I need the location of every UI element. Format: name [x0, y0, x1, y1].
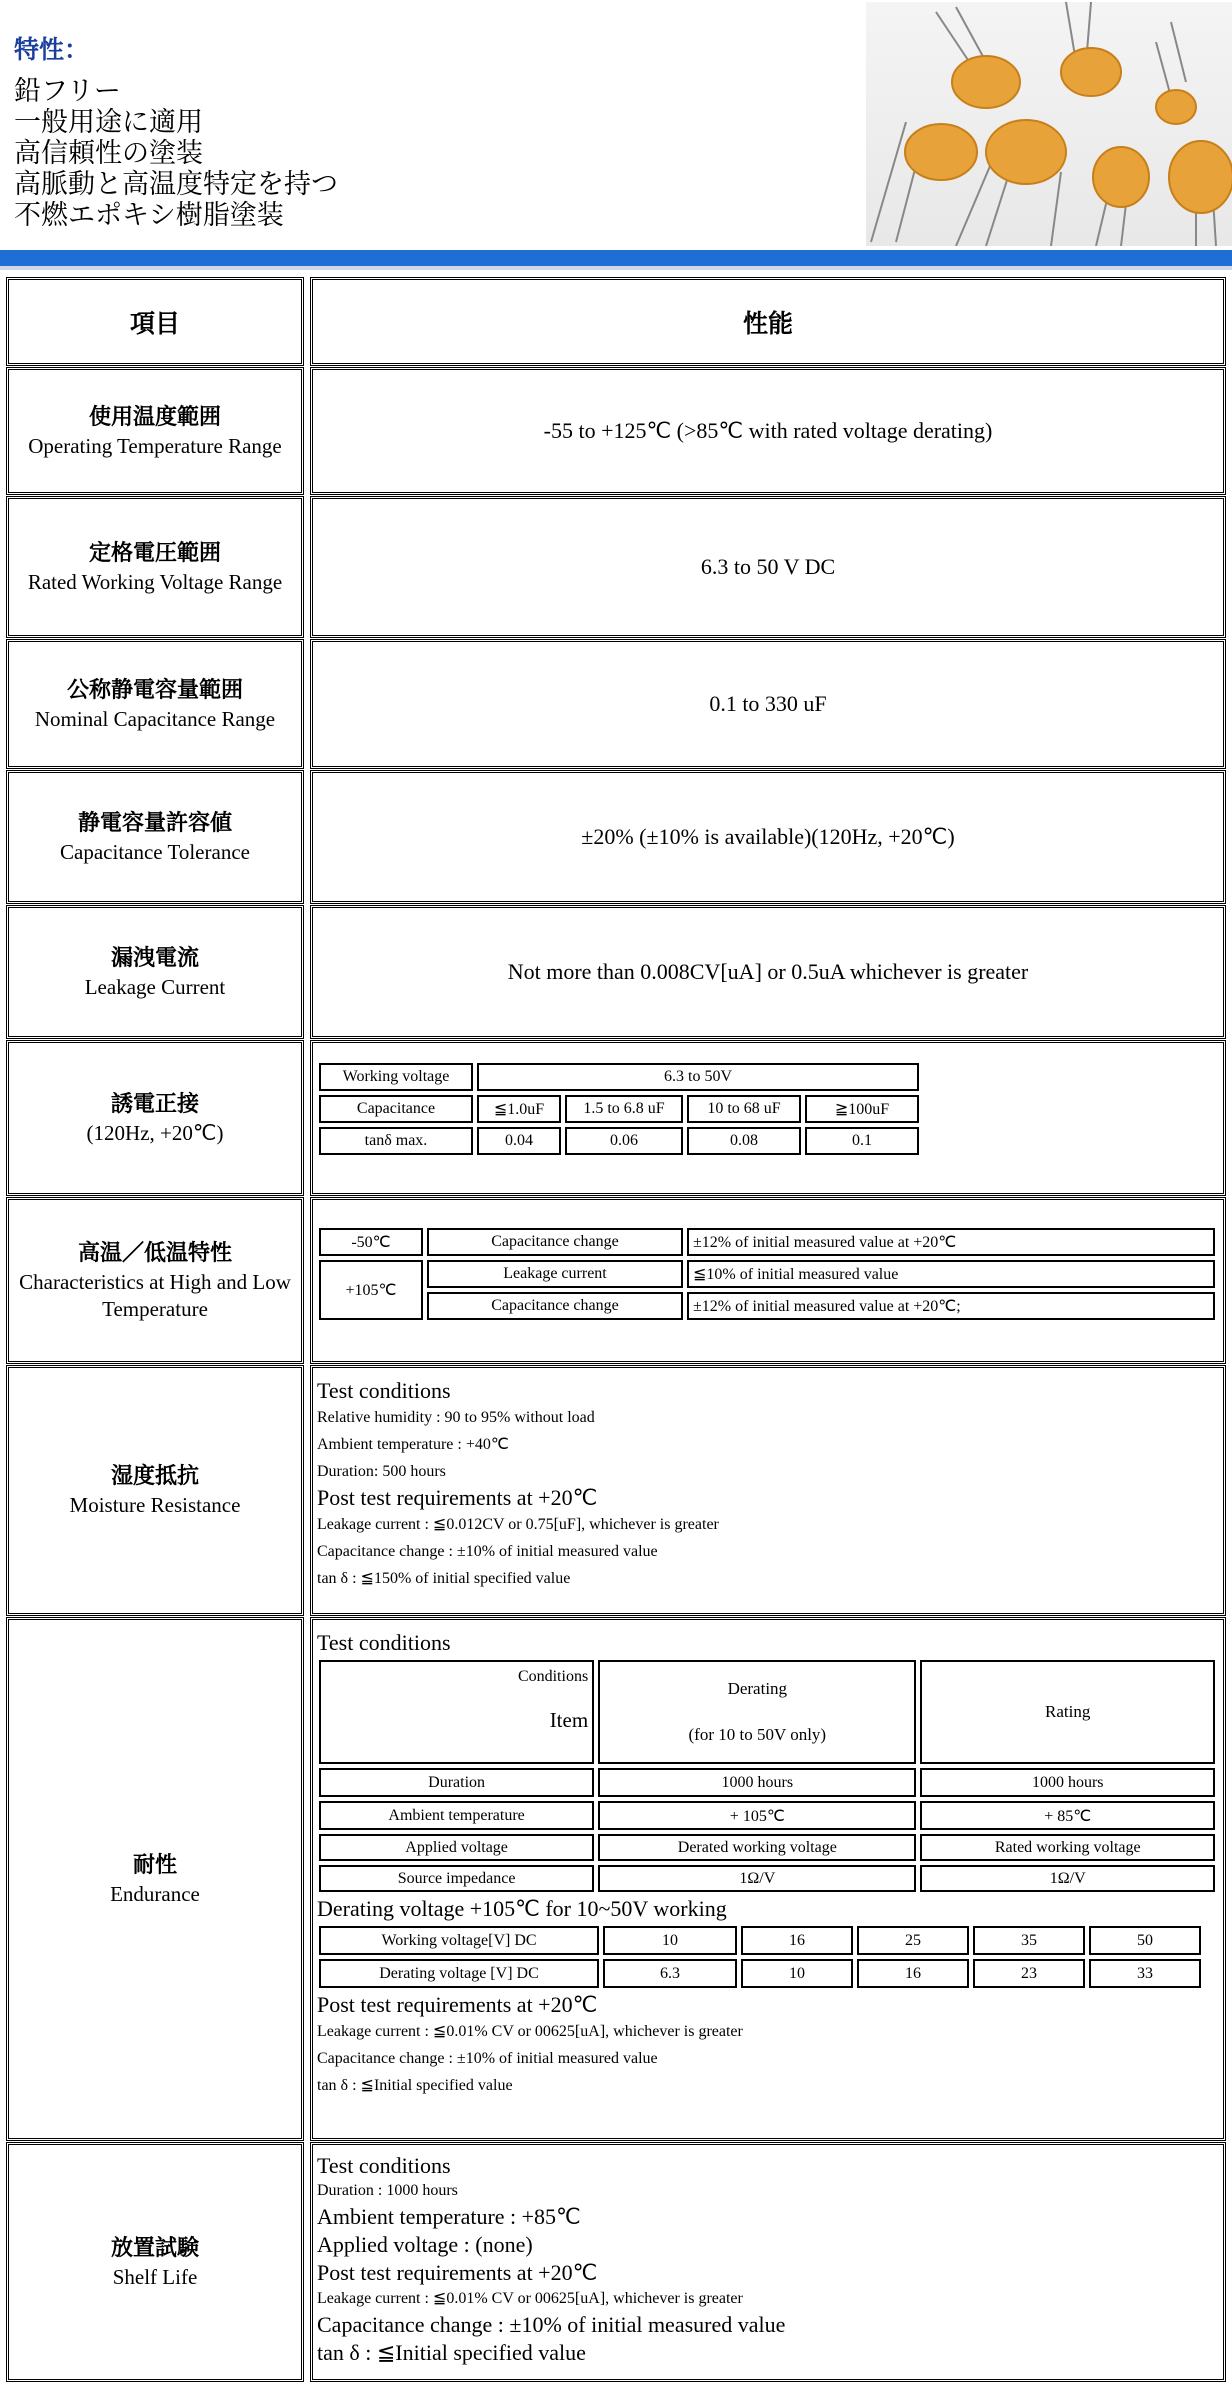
tolerance-jp: 静電容量許容値 — [77, 810, 232, 836]
endurance-jp: 耐性 — [132, 1852, 177, 1878]
derating-voltage-table — [315, 1922, 1205, 1992]
condition-line: Relative humidity : 90 to 95% without load — [317, 1409, 595, 1426]
rated-v-jp: 定格電圧範囲 — [88, 540, 221, 566]
table-row — [6, 770, 1226, 904]
condition-line: Duration : 1000 hours — [317, 2182, 458, 2199]
cap-range-value: 0.1 to 330 uF — [709, 691, 827, 716]
op-temp-jp: 使用温度範囲 — [88, 404, 221, 430]
cap-range-jp: 公称静電容量範囲 — [66, 677, 243, 703]
test-conditions-heading: Test conditions — [317, 1378, 451, 1403]
feature-list — [14, 76, 338, 231]
leakage-value: Not more than 0.008CV[uA] or 0.5uA whichever is greater — [507, 959, 1029, 984]
hilo-jp: 高温／低温特性 — [77, 1240, 232, 1266]
cap-range-value-cell — [310, 639, 1226, 769]
performance-header: 性能 — [742, 308, 793, 338]
requirement-line: Leakage current : ≦0.01% CV or 00625[uA], whichever is greater — [317, 2290, 743, 2307]
requirement-line: tan δ : ≦Initial specified value — [317, 2340, 586, 2365]
dv-cell: 16 — [857, 1959, 969, 1988]
derating-value: Derated working voltage — [598, 1834, 916, 1861]
param-value: ±12% of initial measured value at +20℃ — [687, 1228, 1215, 1256]
conditions-label: Conditions — [517, 1668, 589, 1685]
item-header-cell — [6, 277, 304, 366]
rated-v-en: Rated Working Voltage Range — [27, 569, 283, 594]
wv-label: Working voltage — [319, 1063, 473, 1091]
table-row — [6, 1617, 1226, 2141]
item-label: Item — [549, 1708, 589, 1732]
shelf-value-cell — [310, 2142, 1226, 2382]
tan-cell: 0.04 — [477, 1127, 561, 1155]
endurance-conditions-table — [315, 1656, 1219, 1896]
dv-row-label: Derating voltage [V] DC — [319, 1959, 599, 1988]
features-title: 特性： — [14, 35, 90, 64]
condition-line: Duration: 500 hours — [317, 1463, 446, 1480]
feature-item: 鉛フリー — [14, 76, 121, 107]
capacitor-photo — [866, 2, 1232, 246]
leakage-jp: 漏洩電流 — [110, 945, 199, 971]
derating-note: (for 10 to 50V only) — [688, 1725, 827, 1744]
header-divider-shadow — [0, 266, 1232, 270]
cap-range-label-cell — [6, 639, 304, 769]
conditions-item-corner — [319, 1660, 594, 1764]
leakage-value-cell — [310, 905, 1226, 1039]
endurance-row-label: Source impedance — [319, 1865, 594, 1892]
dielectric-jp: 誘電正接 — [110, 1091, 199, 1117]
hilo-en: Characteristics at High and Low Temperature — [19, 1269, 291, 1321]
rating-value: + 85℃ — [920, 1801, 1215, 1830]
rating-value: 1000 hours — [920, 1768, 1215, 1797]
shelf-label-cell — [6, 2142, 304, 2382]
leakage-label-cell — [6, 905, 304, 1039]
op-temp-en: Operating Temperature Range — [28, 433, 282, 458]
wv-cell: 25 — [857, 1926, 969, 1955]
shelf-en: Shelf Life — [112, 2264, 198, 2289]
rating-value: 1Ω/V — [920, 1865, 1215, 1892]
moisture-label-cell — [6, 1365, 304, 1616]
feature-item: 不燃エポキシ樹脂塗装 — [14, 200, 284, 231]
feature-item: 高信頼性の塗装 — [14, 138, 203, 169]
dielectric-label-cell — [6, 1040, 304, 1196]
table-row — [6, 639, 1226, 769]
post-test-heading: Post test requirements at +20℃ — [317, 1992, 598, 2017]
wv-row-label: Working voltage[V] DC — [319, 1926, 599, 1955]
table-row — [6, 496, 1226, 638]
test-conditions-heading: Test conditions — [317, 1630, 451, 1655]
table-row — [6, 1040, 1226, 1196]
requirement-line: Capacitance change : ±10% of initial measured value — [317, 2312, 786, 2337]
requirement-line: tan δ : ≦150% of initial specified value — [317, 1570, 571, 1587]
dv-cell: 33 — [1089, 1959, 1201, 1988]
endurance-row-label: Duration — [319, 1768, 594, 1797]
dv-cell: 23 — [973, 1959, 1085, 1988]
moisture-value-cell — [310, 1365, 1226, 1616]
cap-cell: 1.5 to 6.8 uF — [565, 1095, 683, 1123]
endurance-value-cell — [310, 1617, 1226, 2141]
shelf-jp: 放置試験 — [110, 2235, 199, 2261]
rated-v-label-cell — [6, 496, 304, 638]
temp-cell: -50℃ — [319, 1228, 423, 1256]
cap-label: Capacitance — [319, 1095, 473, 1123]
rating-value: Rated working voltage — [920, 1834, 1215, 1861]
op-temp-value-cell — [310, 367, 1226, 495]
derating-value: + 105℃ — [598, 1801, 916, 1830]
wv-cell: 50 — [1089, 1926, 1201, 1955]
table-row — [6, 367, 1226, 495]
requirement-line: Capacitance change : ±10% of initial measured value — [317, 2050, 658, 2067]
param-value: ±12% of initial measured value at +20℃; — [687, 1292, 1215, 1320]
feature-item: 高脈動と高温度特定を持つ — [14, 169, 338, 200]
tolerance-label-cell — [6, 770, 304, 904]
wv-cell: 35 — [973, 1926, 1085, 1955]
rated-v-value: 6.3 to 50 V DC — [700, 554, 836, 579]
rated-v-value-cell — [310, 496, 1226, 638]
condition-line: Ambient temperature : +85℃ — [317, 2204, 581, 2229]
dv-cell: 6.3 — [603, 1959, 737, 1988]
derating-value: 1Ω/V — [598, 1865, 916, 1892]
feature-item: 一般用途に適用 — [14, 107, 203, 138]
hilo-label-cell — [6, 1197, 304, 1364]
requirement-line: Leakage current : ≦0.012CV or 0.75[uF], whichever is greater — [317, 1516, 719, 1533]
requirement-line: tan δ : ≦Initial specified value — [317, 2077, 513, 2094]
tolerance-en: Capacitance Tolerance — [60, 839, 250, 864]
condition-line: Ambient temperature : +40℃ — [317, 1436, 509, 1453]
op-temp-label-cell — [6, 367, 304, 495]
dv-cell: 10 — [741, 1959, 853, 1988]
header-banner — [0, 0, 1232, 250]
derating-header — [598, 1660, 916, 1764]
rating-header: Rating — [920, 1660, 1215, 1764]
tan-label: tanδ max. — [319, 1127, 473, 1155]
dielectric-value-cell — [310, 1040, 1226, 1196]
tan-cell: 0.1 — [805, 1127, 919, 1155]
wv-cell: 10 — [603, 1926, 737, 1955]
post-test-heading: Post test requirements at +20℃ — [317, 2260, 598, 2285]
tolerance-value-cell — [310, 770, 1226, 904]
cap-range-en: Nominal Capacitance Range — [34, 706, 276, 731]
cap-cell: ≦1.0uF — [477, 1095, 561, 1123]
leakage-en: Leakage Current — [84, 974, 226, 999]
item-header: 項目 — [129, 308, 180, 338]
performance-header-cell — [310, 277, 1226, 366]
table-header-row — [6, 277, 1226, 366]
table-row — [6, 1365, 1226, 1616]
requirement-line: Leakage current : ≦0.01% CV or 00625[uA], whichever is greater — [317, 2023, 743, 2040]
tan-cell: 0.08 — [687, 1127, 801, 1155]
post-test-heading: Post test requirements at +20℃ — [317, 1485, 598, 1510]
param-value: ≦10% of initial measured value — [687, 1260, 1215, 1288]
wv-value: 6.3 to 50V — [477, 1063, 919, 1091]
table-row — [6, 2142, 1226, 2382]
condition-line: Applied voltage : (none) — [317, 2232, 533, 2257]
derating-value: 1000 hours — [598, 1768, 916, 1797]
tan-cell: 0.06 — [565, 1127, 683, 1155]
derating-voltage-heading: Derating voltage +105℃ for 10~50V working — [317, 1896, 727, 1921]
cap-cell: 10 to 68 uF — [687, 1095, 801, 1123]
param-label: Capacitance change — [427, 1292, 683, 1320]
moisture-en: Moisture Resistance — [69, 1493, 241, 1517]
op-temp-value: -55 to +125℃ (>85℃ with rated voltage derating) — [543, 418, 993, 443]
endurance-row-label: Applied voltage — [319, 1834, 594, 1861]
endurance-en: Endurance — [110, 1881, 200, 1906]
test-conditions-heading: Test conditions — [317, 2153, 451, 2178]
cap-cell: ≧100uF — [805, 1095, 919, 1123]
endurance-label-cell — [6, 1617, 304, 2141]
temp-cell: +105℃ — [319, 1260, 423, 1320]
tolerance-value: ±20% (±10% is available)(120Hz, +20℃) — [581, 824, 955, 849]
wv-cell: 16 — [741, 1926, 853, 1955]
table-row — [6, 1197, 1226, 1364]
header-divider-bar — [0, 250, 1232, 266]
dielectric-en: (120Hz, +20℃) — [86, 1120, 224, 1145]
table-row — [6, 905, 1226, 1039]
dissipation-table — [315, 1059, 923, 1159]
param-label: Leakage current — [427, 1260, 683, 1288]
hilo-value-cell — [310, 1197, 1226, 1364]
requirement-line: Capacitance change : ±10% of initial measured value — [317, 1543, 658, 1560]
moisture-jp: 湿度抵抗 — [110, 1464, 199, 1489]
hilo-table — [315, 1224, 1219, 1324]
endurance-row-label: Ambient temperature — [319, 1801, 594, 1830]
capacitor-illustration — [866, 2, 1232, 246]
param-label: Capacitance change — [427, 1228, 683, 1256]
derating-label: Derating — [727, 1679, 788, 1698]
